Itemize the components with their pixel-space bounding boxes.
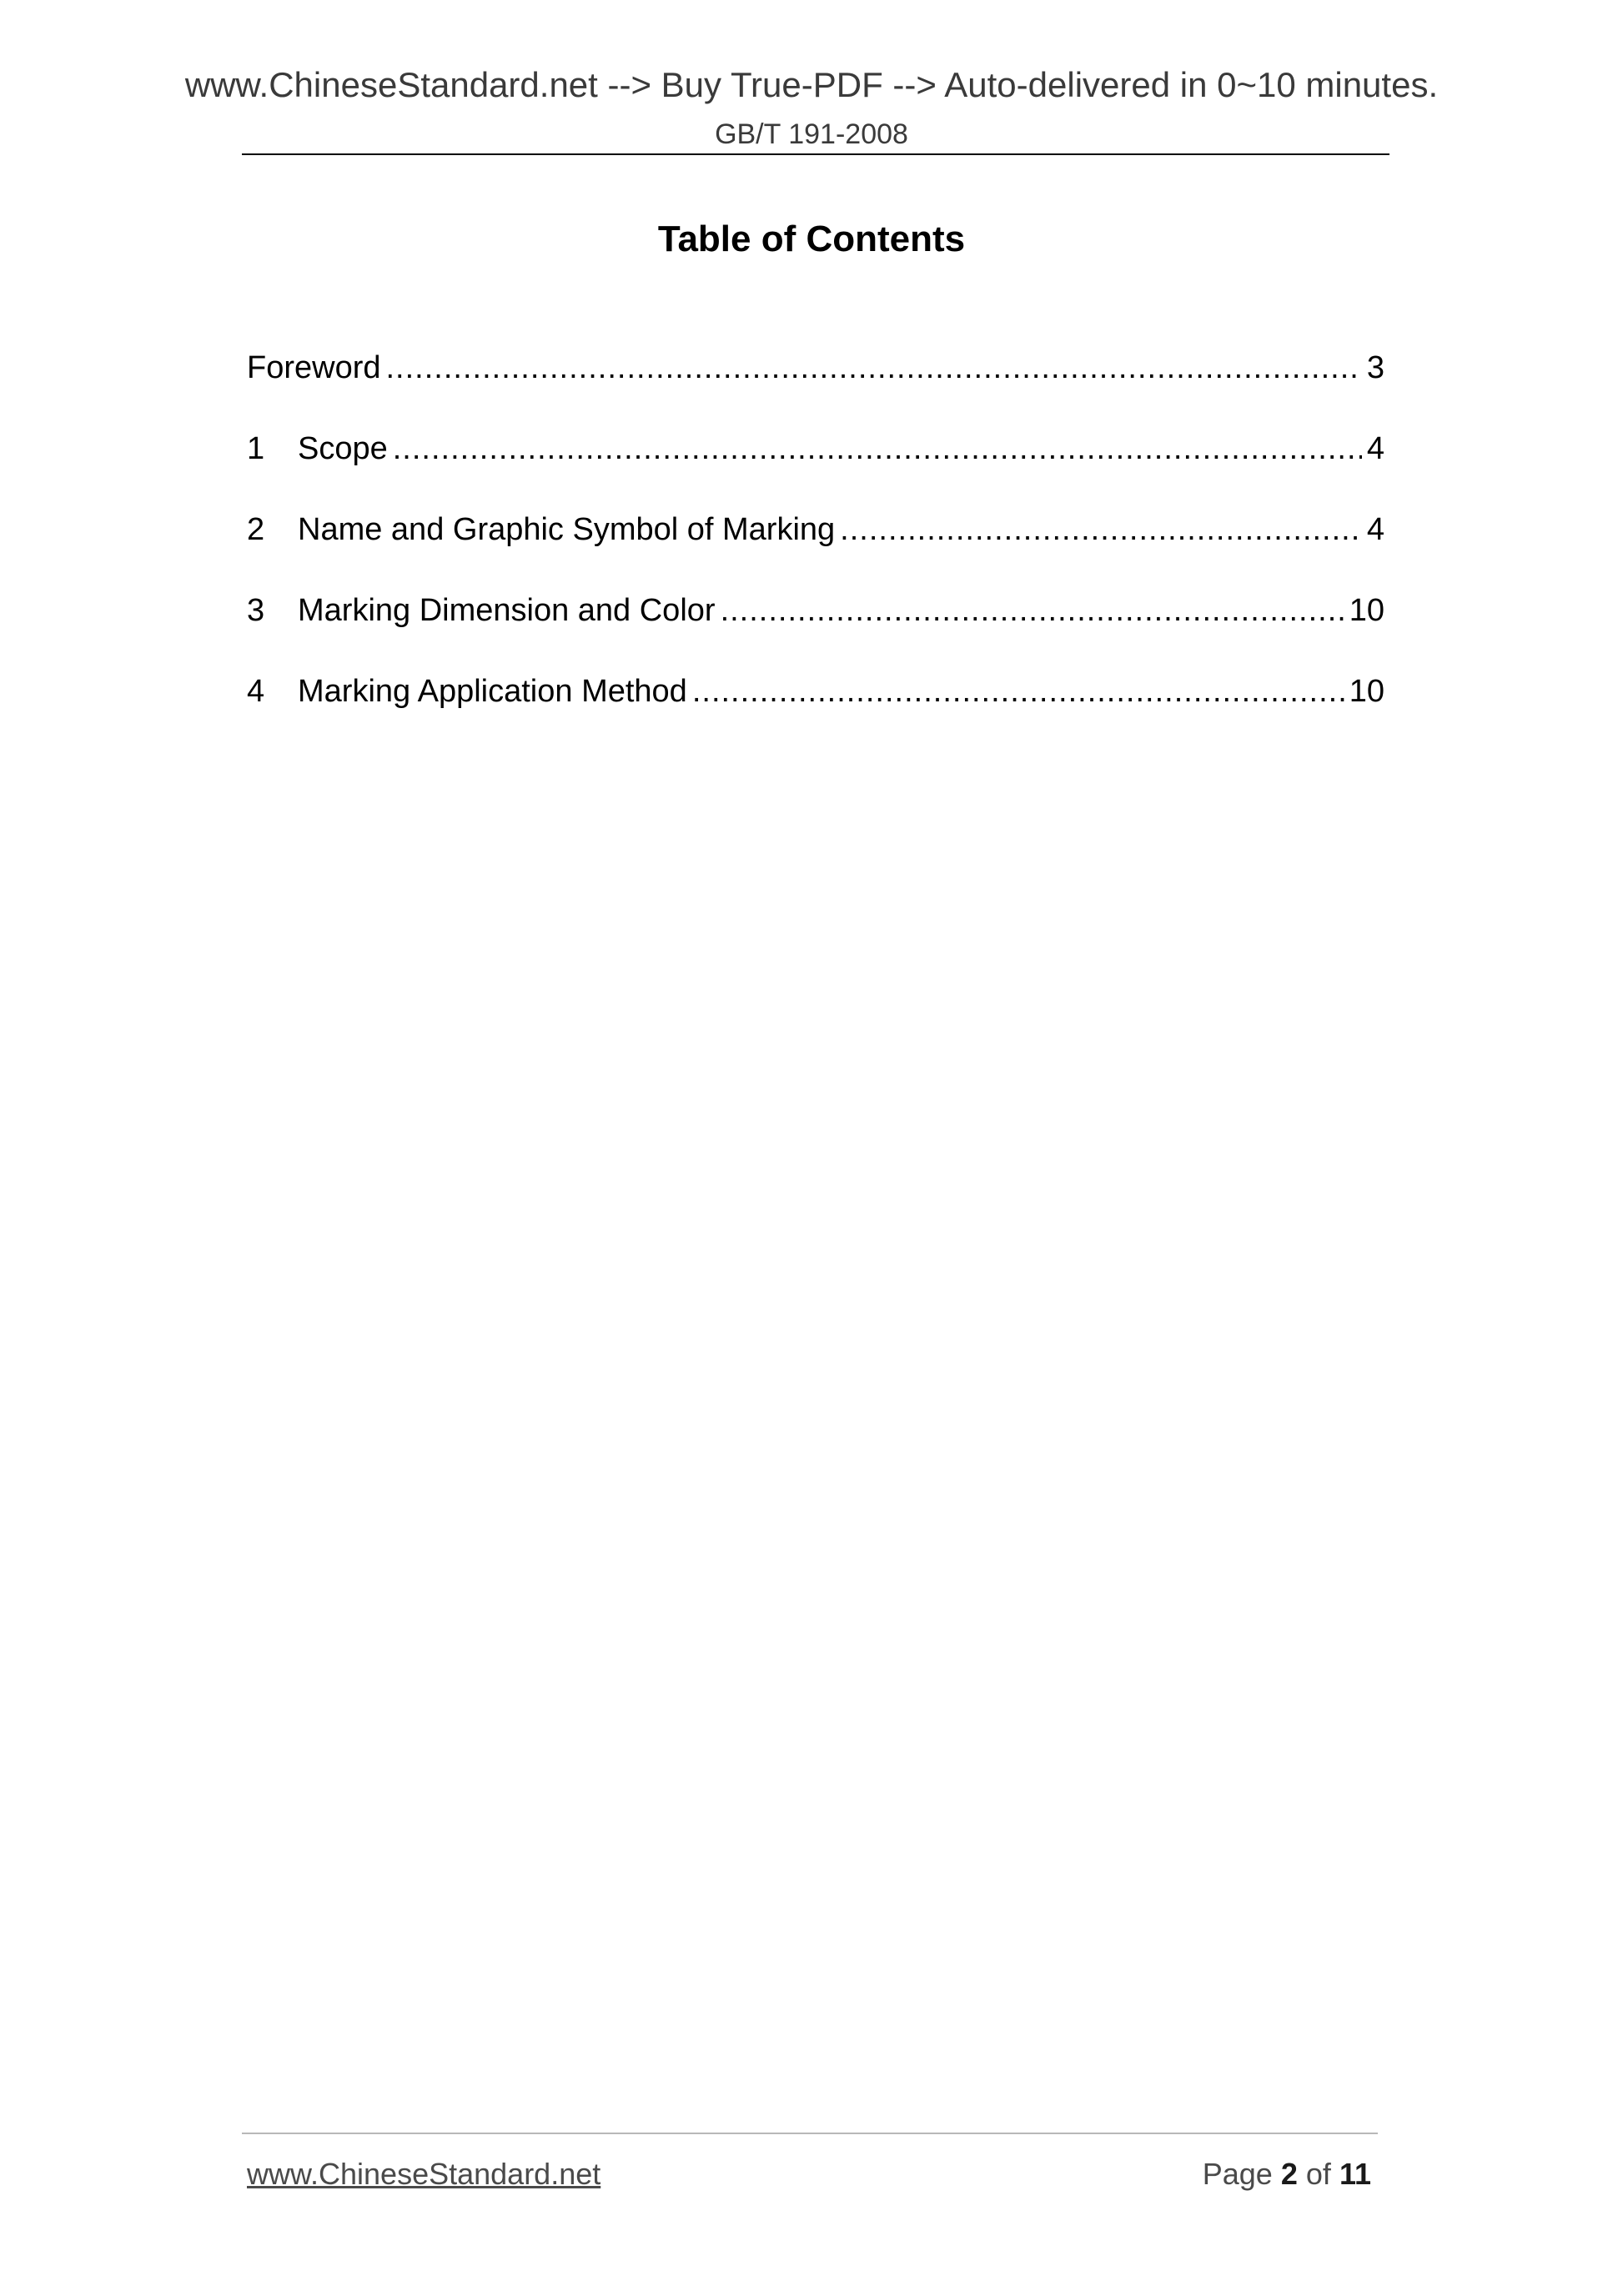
page-of-label: of	[1305, 2157, 1331, 2191]
toc-entry-page: 4	[1366, 431, 1384, 466]
toc-entry-number: 1	[247, 431, 265, 466]
toc-entry-label: Scope	[298, 431, 388, 466]
toc-entry-page: 4	[1366, 512, 1384, 547]
toc-title: Table of Contents	[657, 219, 966, 259]
page-prefix: Page	[1202, 2157, 1273, 2191]
toc-entry-number: 2	[247, 512, 265, 547]
toc-entry-page: 10	[1349, 674, 1384, 709]
toc-dot-leader	[393, 431, 1362, 467]
toc-entry-number: 3	[247, 593, 265, 628]
header-banner: www.ChineseStandard.net --> Buy True-PDF --> Auto-delivered in 0~10 minutes.	[184, 65, 1439, 104]
page-indicator	[1203, 2157, 1371, 2192]
toc-dot-leader	[721, 593, 1344, 629]
footer-divider	[242, 2133, 1378, 2134]
toc-entry-foreword[interactable]	[247, 350, 1384, 399]
toc-entry-name-and-graphic-symbol[interactable]	[247, 512, 1384, 560]
toc-dot-leader	[692, 674, 1344, 710]
toc-entry-number: 4	[247, 674, 265, 709]
header-divider	[242, 153, 1389, 155]
standard-code: GB/T 191-2008	[715, 118, 908, 150]
toc-entry-page: 10	[1349, 593, 1384, 628]
toc-entry-label: Foreword	[247, 350, 381, 385]
toc-entry-page: 3	[1366, 350, 1384, 385]
toc-entry-label: Marking Application Method	[298, 674, 687, 709]
current-page-number: 2	[1280, 2157, 1298, 2191]
toc-dot-leader	[840, 512, 1362, 548]
toc-entry-label: Name and Graphic Symbol of Marking	[298, 512, 836, 547]
toc-entry-scope[interactable]	[247, 431, 1384, 480]
footer-website-link[interactable]: www.ChineseStandard.net	[247, 2157, 601, 2191]
toc-entry-label: Marking Dimension and Color	[298, 593, 716, 628]
total-page-count: 11	[1339, 2157, 1371, 2191]
toc-dot-leader	[386, 350, 1362, 386]
toc-entry-application-method[interactable]	[247, 674, 1384, 722]
toc-list	[247, 350, 1384, 755]
toc-entry-dimension-and-color[interactable]	[247, 593, 1384, 641]
